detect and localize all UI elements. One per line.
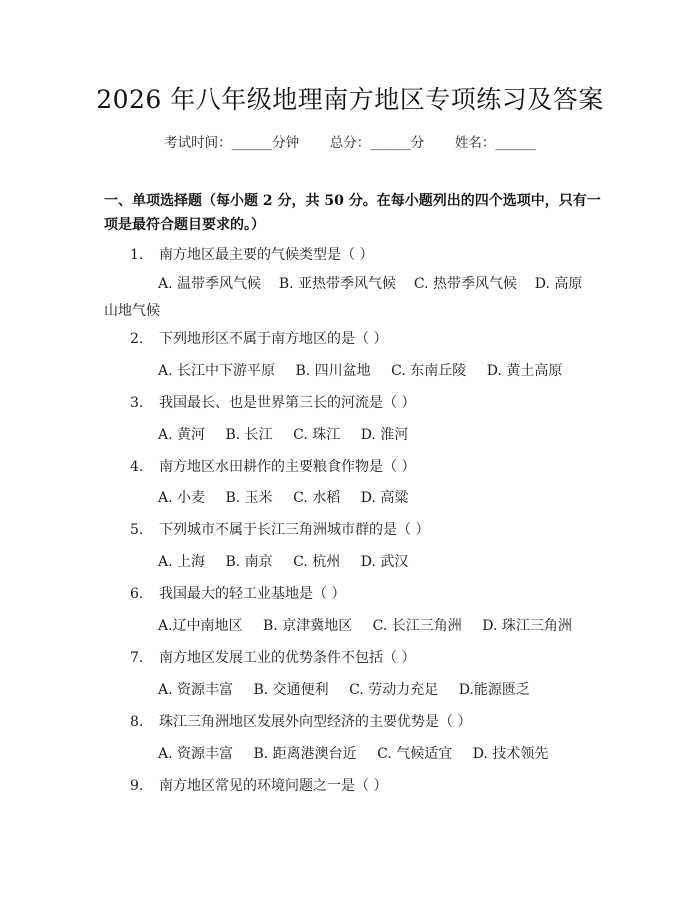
option: D. 技术领先 (472, 746, 549, 762)
option: D. 黄土高原 (486, 363, 563, 379)
option: C. 杭州 (293, 554, 341, 570)
question-number: 6. (130, 586, 144, 602)
question-text: 我国最长、也是世界第三长的河流是（ ） (159, 395, 416, 411)
option: D. 珠江三角洲 (482, 618, 572, 634)
question (130, 583, 345, 603)
option: D. 淮河 (360, 427, 409, 443)
option-list (158, 360, 578, 380)
question-number: 7. (130, 650, 144, 666)
question-number: 2. (130, 331, 144, 347)
score-unit: 分 (410, 135, 425, 151)
question (130, 456, 415, 476)
question-number: 1. (130, 247, 144, 263)
question (130, 647, 415, 667)
option: C. 珠江 (293, 427, 341, 443)
question-text: 南方地区最主要的气候类型是（ ） (159, 247, 374, 263)
question (130, 392, 415, 412)
option: B. 亚热带季风气候 (278, 276, 397, 292)
question-text: 下列地形区不属于南方地区的是（ ） (159, 331, 388, 347)
option-list (158, 679, 546, 699)
option: A. 温带季风气候 (158, 276, 262, 292)
question (130, 519, 429, 539)
option-list (158, 615, 588, 635)
question-number: 3. (130, 395, 144, 411)
option: B. 南京 (225, 554, 273, 570)
option: A. 资源丰富 (158, 682, 234, 698)
name-blank: ______ (495, 135, 536, 151)
option: C. 劳动力充足 (349, 682, 439, 698)
option: D. 高原山地气候 (104, 276, 583, 319)
question-text: 南方地区常见的环境问题之一是（ ） (159, 778, 388, 794)
question-text: 珠江三角洲地区发展外向型经济的主要优势是（ ） (159, 714, 472, 730)
option: B. 长江 (225, 427, 273, 443)
option: B. 四川盆地 (295, 363, 371, 379)
question (130, 775, 387, 795)
option: C. 气候适宜 (377, 746, 453, 762)
question-text: 我国最大的轻工业基地是（ ） (159, 586, 346, 602)
option: A. 长江中下游平原 (158, 363, 276, 379)
option: A. 资源丰富 (158, 746, 234, 762)
question-number: 5. (130, 522, 144, 538)
question-text: 南方地区水田耕作的主要粮食作物是（ ） (159, 459, 416, 475)
option-list (158, 551, 424, 571)
time-blank: ______ (231, 135, 273, 151)
time-label: 考试时间： (164, 135, 232, 151)
option: D.能源匮乏 (458, 682, 530, 698)
option: C. 热带季风气候 (413, 276, 517, 292)
question-number: 9. (130, 778, 144, 794)
option-list (104, 271, 596, 325)
option: C. 东南丘陵 (391, 363, 467, 379)
name-label: 姓名： (454, 135, 496, 151)
question-text: 下列城市不属于长江三角洲城市群的是（ ） (159, 522, 430, 538)
exam-info-line (0, 131, 700, 151)
question (130, 328, 387, 348)
option: A. 上海 (158, 554, 206, 570)
option: A. 小麦 (158, 490, 206, 506)
question (130, 711, 471, 731)
option-list (158, 487, 424, 507)
question-text: 南方地区发展工业的优势条件不包括（ ） (159, 650, 416, 666)
option: B. 玉米 (225, 490, 273, 506)
score-blank: ______ (370, 135, 411, 151)
option: C. 长江三角洲 (372, 618, 462, 634)
question-number: 4. (130, 459, 144, 475)
option: C. 水稻 (293, 490, 341, 506)
option-list (158, 743, 564, 763)
score-label: 总分： (329, 135, 371, 151)
page-title: 2026 年八年级地理南方地区专项练习及答案 (96, 85, 604, 114)
option: B. 京津冀地区 (263, 618, 353, 634)
option: D. 高粱 (360, 490, 409, 506)
option: A. 黄河 (158, 427, 206, 443)
section-heading: 一、单项选择题（每小题 2 分，共 50 分。在每小题列出的四个选项中，只有一项是最符合题目要求的。） (104, 193, 601, 233)
time-unit: 分钟 (272, 135, 300, 151)
option: B. 交通便利 (253, 682, 329, 698)
option: B. 距离港澳台近 (253, 746, 357, 762)
question (130, 244, 373, 264)
option: A.辽中南地区 (158, 618, 243, 634)
option-list (158, 424, 424, 444)
option: D. 武汉 (360, 554, 409, 570)
question-number: 8. (130, 714, 144, 730)
